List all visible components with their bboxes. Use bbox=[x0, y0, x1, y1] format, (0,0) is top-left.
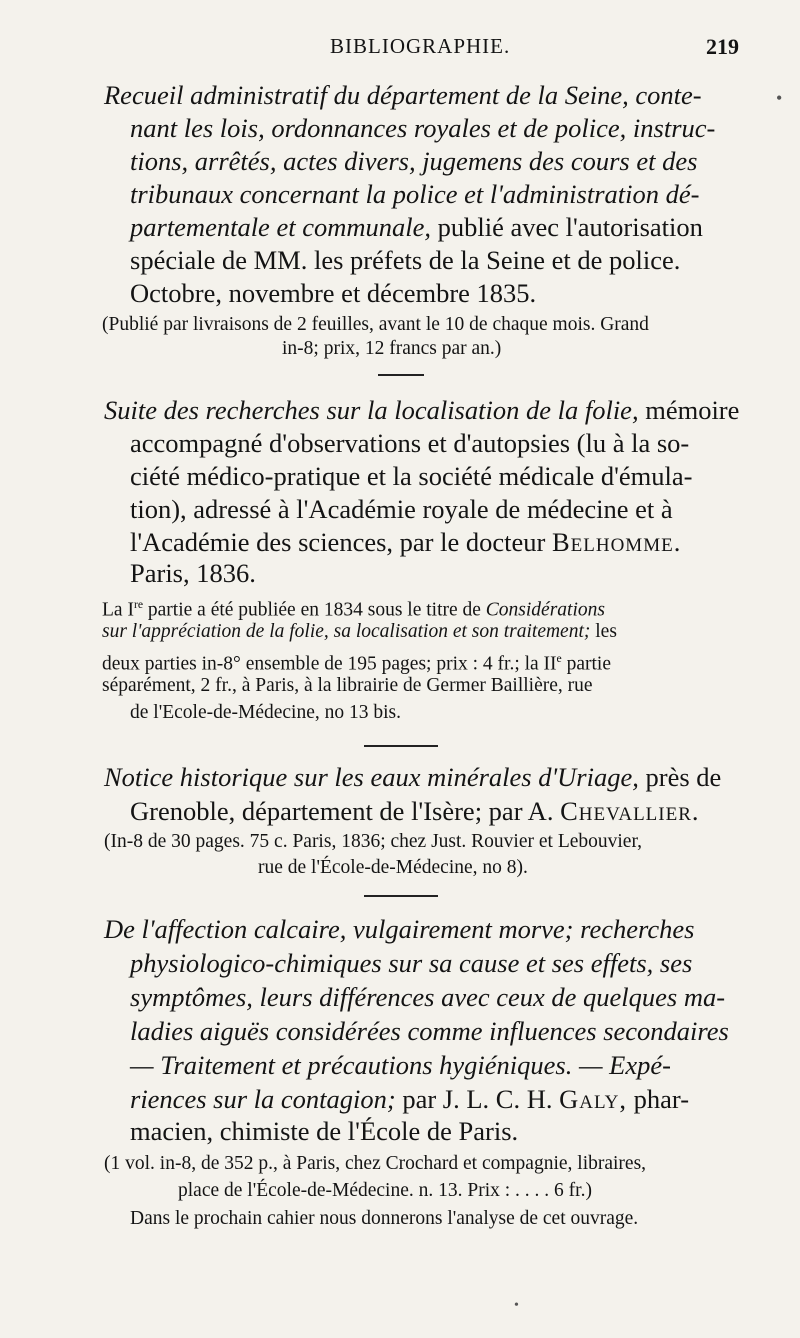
entry-text-line bbox=[104, 393, 739, 427]
entry-text-line bbox=[104, 760, 721, 794]
author-name: Chevallier. bbox=[560, 796, 700, 826]
entry-text-line: ciété médico-pratique et la société médicale d'émula- bbox=[130, 461, 693, 491]
entry-note-line: Dans le prochain cahier nous donnerons l'analyse de cet ouvrage. bbox=[130, 1208, 639, 1229]
entry-text-line: Paris, 1836. bbox=[130, 558, 256, 588]
separator-rule bbox=[378, 374, 424, 376]
entry-note-line: rue de l'École-de-Médecine, no 8). bbox=[258, 857, 528, 878]
note-part: deux parties in-8° ensemble de 195 pages; prix : 4 fr.; la II bbox=[102, 653, 557, 675]
entry-text-line: — Traitement et précautions hygiéniques. — Expé- bbox=[130, 1050, 671, 1080]
entry-note-line: (1 vol. in-8, de 352 p., à Paris, chez Crochard et compagnie, libraires, bbox=[104, 1153, 647, 1174]
entry-title-part: partementale et communale, bbox=[130, 212, 431, 242]
entry-text-part: Grenoble, département de l'Isère; par A. bbox=[130, 796, 561, 826]
entry-text-line: tions, arrêtés, actes divers, jugemens des cours et des bbox=[130, 146, 698, 176]
entry-title-part: riences sur la contagion; bbox=[130, 1084, 396, 1114]
margin-mark: • bbox=[776, 88, 783, 108]
entry-text-line: spéciale de MM. les préfets de la Seine et de police. bbox=[130, 245, 681, 275]
note-superscript: re bbox=[133, 598, 144, 611]
entry-text-line: Octobre, novembre et décembre 1835. bbox=[130, 278, 537, 308]
entry-note-line: in-8; prix, 12 francs par an.) bbox=[282, 338, 502, 359]
entry-text-line bbox=[130, 1082, 689, 1116]
entry-text-line: ladies aiguës considérées comme influences secondaires bbox=[130, 1016, 729, 1046]
note-superscript: e bbox=[556, 652, 562, 665]
entry-text-part: phar- bbox=[627, 1084, 690, 1114]
note-part: les bbox=[590, 621, 617, 642]
note-part: partie a été publiée en 1834 sous le titre de bbox=[143, 599, 486, 621]
entry-note-line: (Publié par livraisons de 2 feuilles, avant le 10 de chaque mois. Grand bbox=[102, 314, 649, 335]
entry-note-line: séparément, 2 fr., à Paris, à la librairie de Germer Baillière, rue bbox=[102, 675, 593, 696]
note-part: La I bbox=[102, 599, 134, 621]
entry-text-line: tion), adressé à l'Académie royale de médecine et à bbox=[130, 494, 673, 524]
entry-text-part: mémoire bbox=[638, 395, 740, 425]
entry-text-part: l'Académie des sciences, par le docteur bbox=[130, 527, 552, 557]
entry-text-line bbox=[130, 525, 681, 559]
entry-text-line bbox=[130, 794, 700, 828]
entry-note-line: (In-8 de 30 pages. 75 c. Paris, 1836; chez Just. Rouvier et Lebouvier, bbox=[104, 831, 643, 852]
author-name: Belhomme. bbox=[551, 527, 682, 557]
entry-text-line: nant les lois, ordonnances royales et de police, instruc- bbox=[130, 113, 716, 143]
separator-rule bbox=[364, 745, 438, 747]
entry-text-line: macien, chimiste de l'École de Paris. bbox=[130, 1116, 519, 1146]
header-title: BIBLIOGRAPHIE. bbox=[330, 34, 511, 58]
entry-title-part: Suite des recherches sur la localisation de la folie, bbox=[104, 395, 639, 425]
entry-note-line: place de l'École-de-Médecine. n. 13. Prix : . . . . 6 fr.) bbox=[178, 1180, 592, 1201]
page-number: 219 bbox=[706, 34, 739, 59]
separator-rule bbox=[364, 895, 438, 897]
entry-text-line bbox=[130, 210, 703, 244]
entry-title-part: Notice historique sur les eaux minérales d'Uriage, bbox=[104, 762, 639, 792]
running-header bbox=[0, 34, 800, 68]
note-title-part: Considérations bbox=[485, 599, 605, 621]
entry-note-line: de l'Ecole-de-Médecine, no 13 bis. bbox=[130, 702, 402, 723]
entry-text-line: symptômes, leurs différences avec ceux de quelques ma- bbox=[130, 982, 726, 1012]
entry-text-part: près de bbox=[638, 762, 722, 792]
note-title-part: sur l'appréciation de la folie, sa localisation et son traitement; bbox=[102, 621, 591, 642]
entry-text-line: accompagné d'observations et d'autopsies (lu à la so- bbox=[130, 428, 690, 458]
author-name: Galy, bbox=[559, 1084, 628, 1114]
entry-text-line: physiologico-chimiques sur sa cause et ses effets, ses bbox=[130, 948, 693, 978]
entry-text-line: tribunaux concernant la police et l'administration dé- bbox=[130, 179, 700, 209]
entry-note-line bbox=[102, 618, 617, 646]
entry-text-part: par J. L. C. H. bbox=[395, 1084, 560, 1114]
note-part: partie bbox=[561, 653, 611, 675]
entry-text-line: De l'affection calcaire, vulgairement morve; recherches bbox=[104, 914, 695, 944]
page-speck: • bbox=[514, 1298, 519, 1313]
entry-text-part: publié avec l'autorisation bbox=[437, 212, 703, 242]
entry-text-line: Recueil administratif du département de la Seine, conte- bbox=[104, 80, 702, 110]
